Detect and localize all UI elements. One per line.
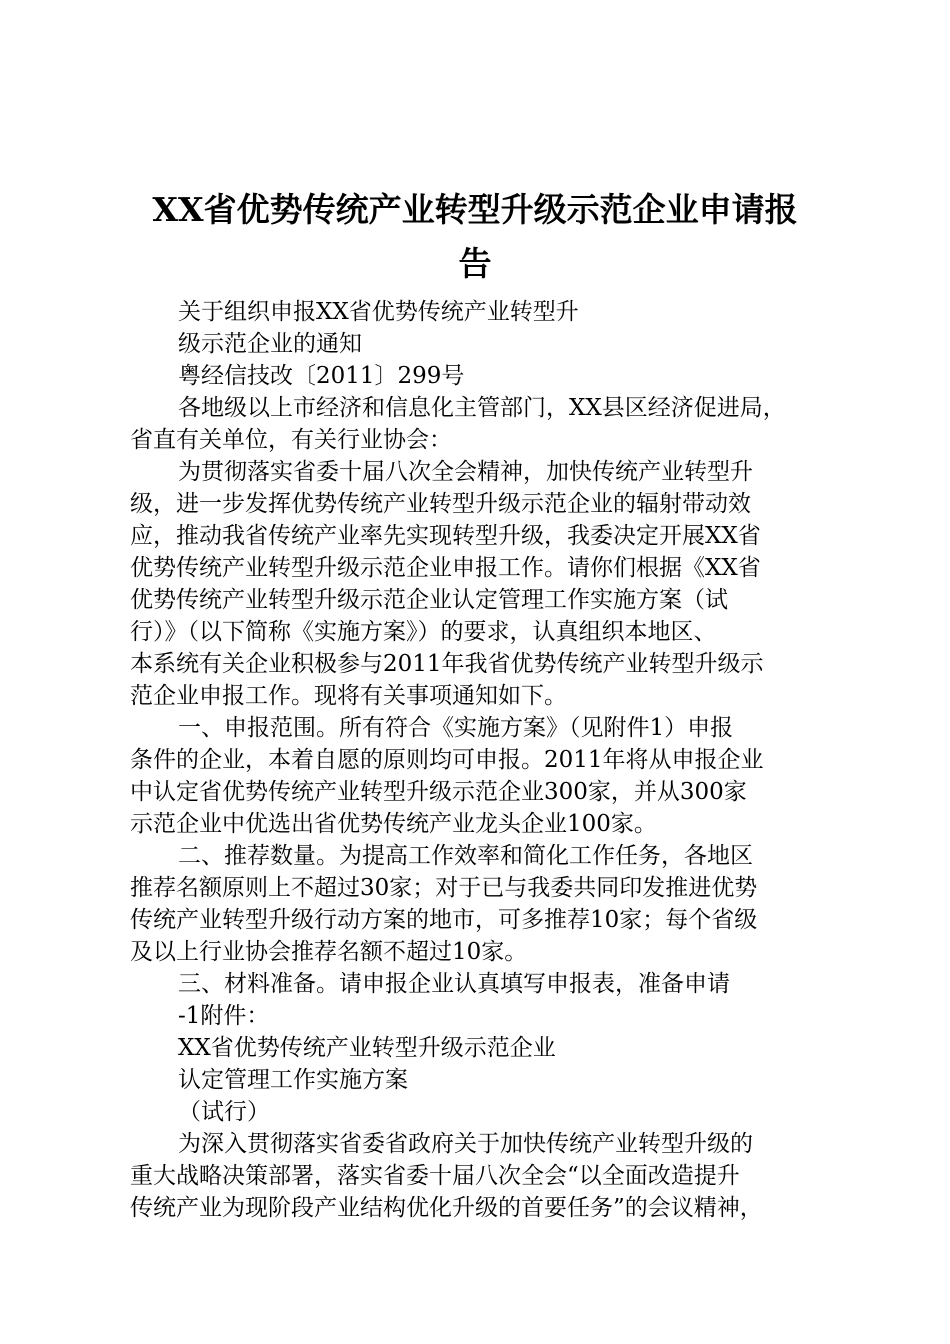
attachment-title-line-2: 认定管理工作实施方案 xyxy=(178,1067,408,1093)
document-title-line-2: 告 xyxy=(458,244,492,283)
body-paragraph-line: 优势传统产业转型升级示范企业认定管理工作实施方案（试 xyxy=(130,587,728,613)
body-paragraph-line: 范企业申报工作。现将有关事项通知如下。 xyxy=(130,683,567,709)
body-paragraph-line: 行）》（以下简称《实施方案》）的要求，认真组织本地区、 xyxy=(130,619,717,645)
recipients-line-1: 各地级以上市经济和信息化主管部门，XX县区经济促进局， xyxy=(178,395,786,421)
section-two-line: 推荐名额原则上不超过30家；对于已与我委共同印发推进优势 xyxy=(130,875,758,901)
section-one-line: 条件的企业，本着自愿的原则均可申报。2011年将从申报企业 xyxy=(130,747,764,773)
recipients-line-2: 省直有关单位，有关行业协会： xyxy=(130,427,452,453)
section-two-line: 及以上行业协会推荐名额不超过10家。 xyxy=(130,939,528,965)
section-one-line: 示范企业中优选出省优势传统产业龙头企业100家。 xyxy=(130,811,657,837)
attachment-title-line-3: （试行） xyxy=(178,1099,270,1125)
section-two-line: 传统产业转型升级行动方案的地市，可多推荐10家；每个省级 xyxy=(130,907,758,933)
attachment-body-line: 为深入贯彻落实省委省政府关于加快传统产业转型升级的 xyxy=(178,1131,753,1157)
body-paragraph-line: 本系统有关企业积极参与2011年我省优势传统产业转型升级示 xyxy=(130,651,764,677)
body-paragraph-line: 优势传统产业转型升级示范企业申报工作。请你们根据《XX省 xyxy=(130,555,761,581)
section-two-line: 二、推荐数量。为提高工作效率和简化工作任务，各地区 xyxy=(178,843,753,869)
section-one-line: 一、申报范围。所有符合《实施方案》（见附件1）申报 xyxy=(178,715,734,741)
attachment-body-line: 传统产业为现阶段产业结构优化升级的首要任务”的会议精神， xyxy=(130,1195,763,1221)
body-paragraph-line: 级，进一步发挥优势传统产业转型升级示范企业的辐射带动效 xyxy=(130,491,751,517)
section-three-line: 三、材料准备。请申报企业认真填写申报表，准备申请 xyxy=(178,971,730,997)
document-number: 粤经信技改〔2011〕299号 xyxy=(178,363,465,389)
attachment-body-line: 重大战略决策部署，落实省委十届八次全会“以全面改造提升 xyxy=(130,1163,740,1189)
notice-heading-line-1: 关于组织申报XX省优势传统产业转型升 xyxy=(178,299,579,325)
attachment-title-line-1: XX省优势传统产业转型升级示范企业 xyxy=(178,1035,556,1061)
section-one-line: 中认定省优势传统产业转型升级示范企业300家，并从300家 xyxy=(130,779,747,805)
notice-heading-line-2: 级示范企业的通知 xyxy=(178,331,362,357)
document-title-line-1: XX省优势传统产业转型升级示范企业申请报 xyxy=(152,190,798,229)
attachment-label: -1附件： xyxy=(178,1003,270,1029)
body-paragraph-line: 为贯彻落实省委十届八次全会精神，加快传统产业转型升 xyxy=(178,459,753,485)
body-paragraph-line: 应，推动我省传统产业率先实现转型升级，我委决定开展XX省 xyxy=(130,523,761,549)
